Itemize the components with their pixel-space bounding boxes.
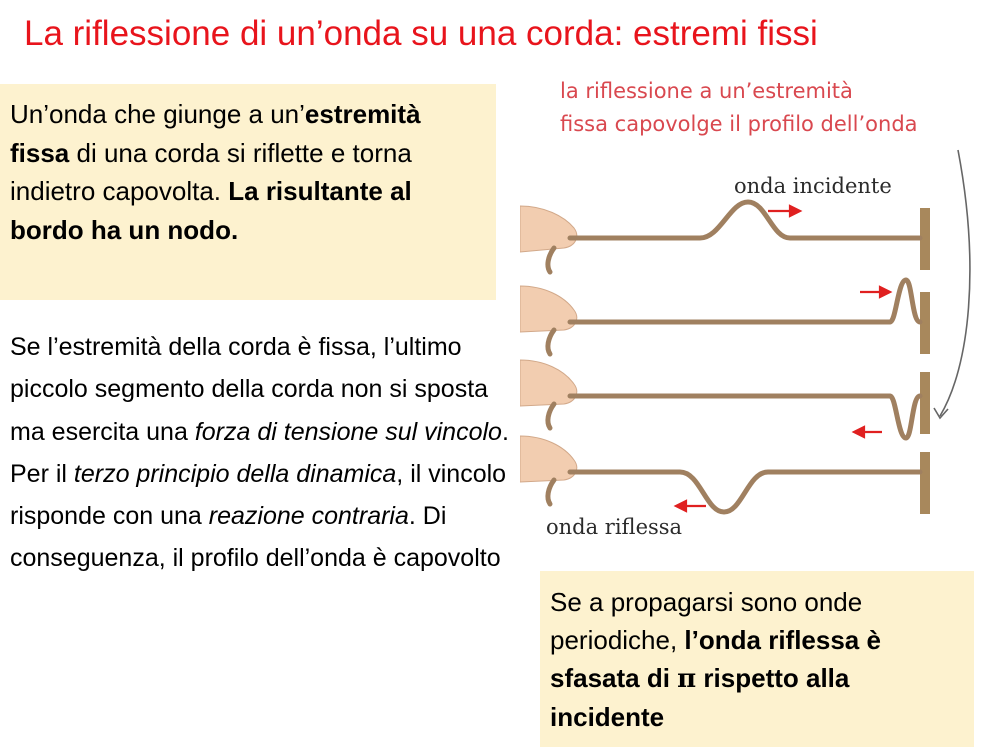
slide-title: La riflessione di un’onda su una corda: estremi fissi xyxy=(24,14,818,53)
walls xyxy=(920,208,930,514)
pi-symbol: π xyxy=(677,664,697,694)
para-italic-reaction: reazione contraria xyxy=(208,502,409,531)
reflection-illustration xyxy=(520,66,996,556)
para-text-1: Se l’estremità della corda è fissa, l’ultimo piccolo segmento della corda non si sposta ma esercita una xyxy=(10,333,489,446)
para-text-3: , il vincolo risponde con una xyxy=(10,459,507,531)
hand-2 xyxy=(520,286,577,332)
periodic-waves-box xyxy=(540,571,974,747)
wall-4 xyxy=(920,452,930,514)
rope-tail-3 xyxy=(548,404,554,428)
intro-box xyxy=(0,84,496,300)
hand-3 xyxy=(520,360,577,406)
intro-text: Un’onda che giunge a un’ xyxy=(10,99,305,129)
intro-bold-fixed-end: estremità fissa xyxy=(10,99,421,168)
ropes xyxy=(548,202,920,512)
explanation-paragraph xyxy=(10,326,510,580)
rope-tail-4 xyxy=(548,480,554,504)
arrow-left-4-head-icon xyxy=(676,501,686,511)
reflection-figure xyxy=(520,66,996,556)
arrow-right-2-head-icon xyxy=(880,287,890,297)
rope-tail-1 xyxy=(548,248,554,272)
intro-bold-node: La risultante al bordo ha un nodo. xyxy=(10,176,412,245)
wall-3 xyxy=(920,372,930,434)
label-reflected-wave: onda riflessa xyxy=(546,515,683,539)
para-italic-third-law: terzo principio della dinamica xyxy=(73,459,397,488)
figure-caption-line2: fissa capovolge il profilo dell’onda xyxy=(560,112,918,136)
figure-caption-line1: la riflessione a un’estremità xyxy=(560,79,853,103)
arrow-right-1-head-icon xyxy=(790,206,800,216)
para-italic-tension: forza di tensione sul vincolo xyxy=(194,417,502,446)
direction-arrows xyxy=(676,206,890,511)
para-text-2: . Per il xyxy=(10,417,509,488)
rope-4-reflected xyxy=(570,472,920,512)
rope-1-incident xyxy=(570,202,920,238)
periodic-text: Se a propagarsi sono onde periodiche, xyxy=(550,587,863,655)
para-text-4: . Di conseguenza, il profilo dell’onda è capovolto xyxy=(10,502,501,573)
arrow-left-3-head-icon xyxy=(854,427,864,437)
curved-arrow xyxy=(940,150,970,416)
intro-text-2: di una corda si riflette e torna indietro capovolta. xyxy=(10,137,412,206)
hand-4 xyxy=(520,436,577,482)
periodic-bold-1: l’onda riflessa è sfasata di xyxy=(550,625,881,693)
rope-2-arriving xyxy=(570,280,920,322)
hand-1 xyxy=(520,206,577,252)
periodic-bold-2: rispetto alla incidente xyxy=(550,663,850,732)
rope-tail-2 xyxy=(548,330,554,354)
label-incident-wave: onda incidente xyxy=(734,174,892,198)
